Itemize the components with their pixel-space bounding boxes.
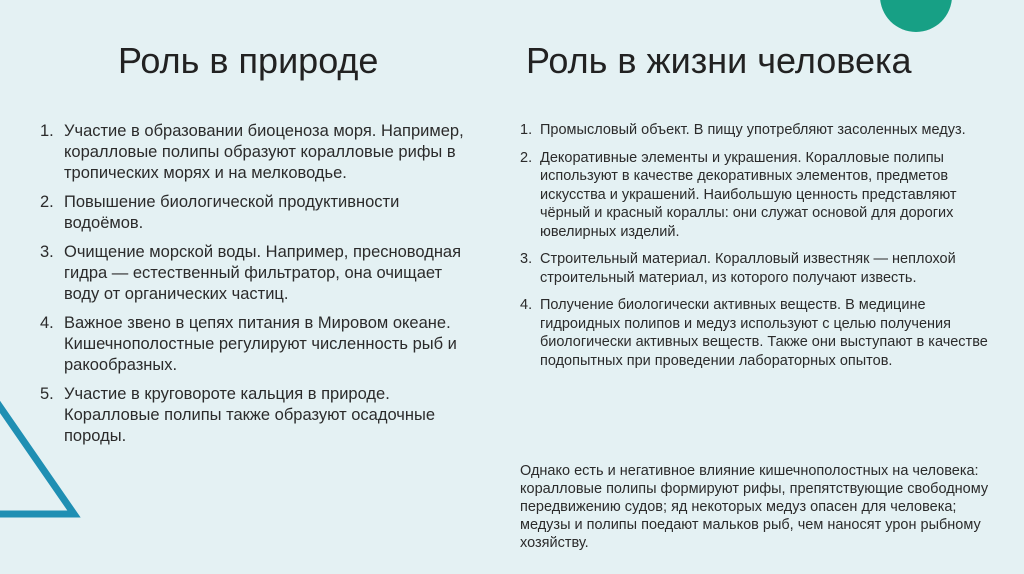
item-text: Участие в круговороте кальция в природе. Коралловые полипы также образуют осадочные породы.: [64, 385, 436, 445]
list-item: [520, 250, 990, 287]
item-text: Повышение биологической продуктивности водоёмов.: [64, 193, 400, 232]
list-item: [40, 242, 470, 305]
item-text: Важное звено в цепях питания в Мировом океане. Кишечнополостные регулируют численность рыб и ракообразных.: [64, 314, 457, 374]
list-item: [520, 121, 990, 140]
item-text: Строительный материал. Коралловый известняк — неплохой строительный материал, из которого получают известь.: [540, 251, 956, 286]
item-text: Промысловый объект. В пищу употребляют засоленных медуз.: [540, 122, 966, 138]
left-list: [40, 121, 470, 455]
item-text: Получение биологически активных веществ. В медицине гидроидных полипов и медуз используют с целью получения биологически активных веществ. Также они выступают в качестве подопытных при проведении лабораторных опытов.: [540, 297, 988, 369]
list-item: [520, 296, 990, 370]
item-number: 2.: [40, 193, 54, 211]
list-item: [40, 384, 470, 447]
item-number: 4.: [40, 314, 54, 332]
item-number: 5.: [40, 385, 54, 403]
left-title: Роль в природе: [118, 40, 379, 81]
list-item: [40, 313, 470, 376]
list-item: [40, 192, 470, 234]
item-number: 4.: [520, 297, 533, 313]
negative-impact-note: Однако есть и негативное влияние кишечнополостных на человека: коралловые полипы формируют рифы, препятствующие свободному передвижению судов; яд некоторых медуз опасен для человека; медузы и полипы поедают мальков рыб, чем наносят урон рыбному хозяйству.: [520, 463, 989, 551]
item-number: 1.: [40, 122, 54, 140]
item-text: Декоративные элементы и украшения. Коралловые полипы используют в качестве декоративных элементов, предметов искусства и украшений. Наибольшую ценность представляют чёрный и красный кораллы: они служат основой для дорогих ювелирных изделий.: [540, 149, 957, 240]
item-number: 3.: [40, 243, 54, 261]
item-number: 3.: [520, 251, 533, 267]
item-number: 2.: [520, 149, 533, 166]
right-list: [520, 121, 990, 379]
item-text: Участие в образовании биоценоза моря. Например, коралловые полипы образуют коралловые рифы в тропических морях и на мелководье.: [64, 122, 464, 182]
item-number: 1.: [520, 122, 533, 138]
right-title: Роль в жизни человека: [526, 40, 912, 81]
list-item: [520, 149, 990, 242]
decorative-circle: [880, 0, 952, 32]
item-text: Очищение морской воды. Например, пресноводная гидра — естественный фильтратор, она очищает воду от органических частиц.: [64, 243, 462, 303]
list-item: [40, 121, 470, 184]
